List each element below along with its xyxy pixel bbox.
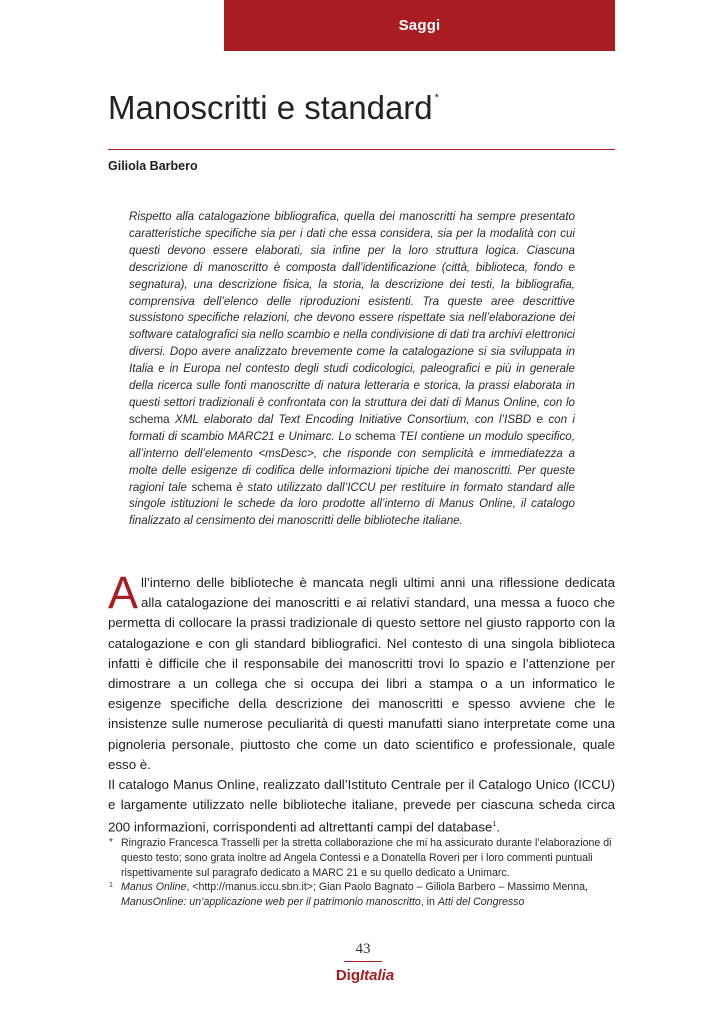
footnotes (108, 836, 615, 910)
article-body (108, 567, 615, 838)
abstract-text-2: XML elaborato dal Text Encoding Initiative Consortium, con l’ISBD e con i formati di scambio MARC21 e Unimarc. Lo (129, 412, 575, 443)
title-divider (108, 149, 615, 150)
abstract-term-2: schema (354, 429, 396, 443)
drop-cap: A (108, 567, 139, 618)
abstract-text-4: è stato utilizzato dall’ICCU per restituire in formato standard alle singole istituzioni le schede da loro prodotte all’interno di Manus Online, il catalogo finalizzato al censimento dei manoscritti delle biblioteche italiane. (129, 480, 575, 528)
footnote-1-source: Atti del Congresso (437, 896, 525, 909)
body-paragraph-1 (108, 567, 615, 775)
body-paragraph-2-end: . (496, 819, 500, 835)
body-paragraph-2-text: Il catalogo Manus Online, realizzato dall’Istituto Centrale per il Catalogo Unico (ICCU) e largamente utilizzato nelle biblioteche italiane, prevede per ciascuna scheda circa 200 informazioni, corrispondenti ad altrettanti campi del database (108, 777, 615, 835)
abstract-term-1: schema (129, 412, 170, 426)
page-number-rule (344, 961, 382, 962)
body-paragraph-1-text: ll’interno delle biblioteche è mancata negli ultimi anni una riflessione dedicata alla catalogazione dei manoscritti e ai relativi standard, una messa a fuoco che permetta di collocare la prassi tradizionale di questo settore nel giusto rapporto con la catalogazione e con gli standard bibliografici. Nel contesto di una singola biblioteca infatti è difficile che il responsabile dei manoscritti trovi lo spazio e l’attenzione per dimostrare a un collega che si occupa dei libri a stampa o a un informatico le esigenze specifiche della descrizione dei manoscritti e spesso avviene che le insistenze sulle numerose peculiarità di questi manufatti siano interpretate come una pignoleria personale, piuttosto che come un dato scientifico e professionale, quale esso è. (108, 575, 615, 772)
article-title (108, 82, 439, 130)
abstract (129, 209, 575, 530)
footnote-star-text: Ringrazio Francesca Trasselli per la stretta collaborazione che mi ha assicurato durante l’elaborazione di questo testo; sono grata inoltre ad Angela Contessi e a Donatella Roveri per i loro commenti puntuali rispettivamente sul paragrafo dedicato a MARC 21 e su quello dedicato a Unimarc. (121, 837, 612, 879)
footnote-1-title: Manus Online (121, 881, 187, 894)
article-title-text: Manoscritti e standard (108, 89, 433, 126)
section-header-tab (224, 0, 615, 51)
author-name: Giliola Barbero (108, 159, 198, 173)
body-paragraph-2 (108, 775, 615, 838)
title-footnote-mark: * (434, 92, 439, 104)
footnote-1-in: , in (420, 896, 438, 909)
footnote-1 (108, 880, 615, 910)
footnote-ref-1[interactable]: 1 (492, 821, 497, 829)
footnote-star-mark: * (109, 837, 113, 848)
digitalia-logo (330, 966, 400, 986)
section-label: Saggi (398, 17, 441, 34)
footnote-1-mark: 1 (109, 882, 113, 890)
footnote-star (108, 836, 615, 880)
abstract-text-1: Rispetto alla catalogazione bibliografica, quella dei manoscritti ha sempre presentato caratteristiche specifiche sia per i dati che essa considera, sia per la modalità con cui questi devono essere elaborati, sia infine per la loro struttura logica. Ciascuna descrizione di manoscritto è composta dall’identificazione (città, biblioteca, fondo e segnatura), una descrizione fisica, la storia, la descrizione dei testi, la bibliografia, comprensiva dell’elenco delle riproduzioni esistenti. Tra queste aree descrittive sussistono specifiche relazioni, che devono essere rispettate sia nell’elaborazione dei software catalografici sia nello scambio e nella condivisione di dati tra archivi elettronici diversi. Dopo avere analizzato brevemente come la catalogazione si sia sviluppata in Italia e in Europa nel contesto degli studi codicologici, paleografici e più in generale della ricerca sulle fonti manoscritte di natura letteraria e storica, la prassi elaborata in questi settori tradizionali è confrontata con la struttura dei dati di Manus Online, con lo (129, 210, 575, 409)
footnote-1-article: ManusOnline: un’applicazione web per il patrimonio manoscritto (121, 896, 421, 909)
logo-part-2: Italia (359, 967, 395, 984)
abstract-text-3: TEI contiene un modulo specifico, all’interno dell’elemento <msDesc>, che risponde con semplicità e immediatezza a molte delle esigenze di codifica delle informazioni tipiche dei manoscritti. Per queste ragioni tale (129, 429, 575, 494)
page-number: 43 (355, 941, 371, 957)
logo-part-1: Dig (335, 967, 360, 984)
footnote-1-text: , <http://manus.iccu.sbn.it>; Gian Paolo Bagnato – Giliola Barbero – Massimo Menna, (186, 881, 588, 894)
abstract-term-3: schema (191, 480, 233, 494)
